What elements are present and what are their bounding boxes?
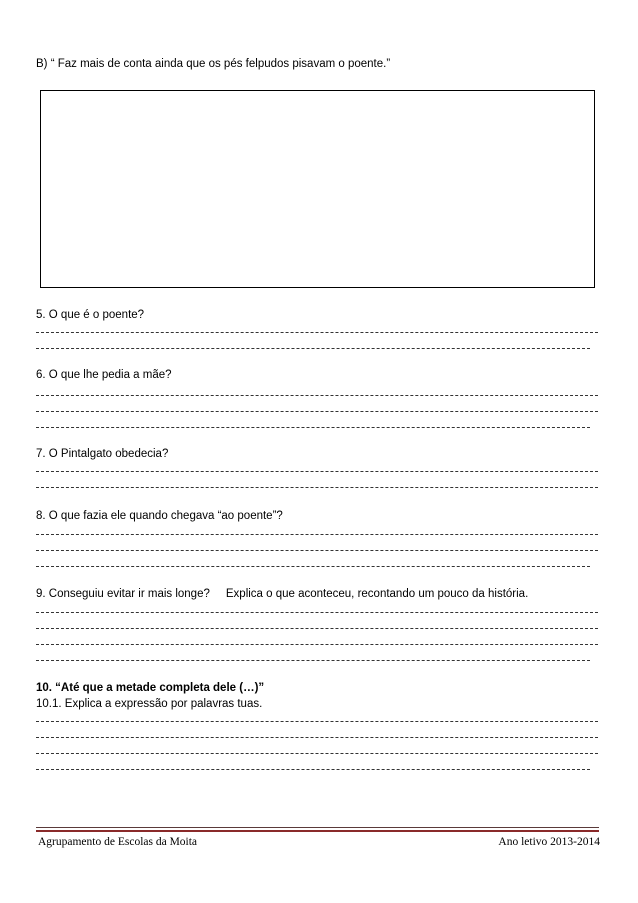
footer-year: Ano letivo 2013-2014 bbox=[498, 836, 600, 848]
answer-line[interactable] bbox=[36, 471, 598, 472]
answer-line[interactable] bbox=[36, 566, 590, 567]
answer-line[interactable] bbox=[36, 769, 590, 770]
answer-line[interactable] bbox=[36, 332, 598, 333]
footer-school: Agrupamento de Escolas da Moita bbox=[38, 836, 198, 848]
drawing-box[interactable] bbox=[40, 90, 595, 288]
section-b-heading: B) “ Faz mais de conta ainda que os pés felpudos pisavam o poente.” bbox=[36, 58, 391, 70]
question-8: 8. O que fazia ele quando chegava “ao poente”? bbox=[36, 510, 283, 522]
answer-line[interactable] bbox=[36, 612, 598, 613]
question-9-part-b: Explica o que aconteceu, recontando um pouco da história. bbox=[225, 588, 529, 600]
question-9-part-a: 9. Conseguiu evitar ir mais longe? bbox=[36, 588, 210, 600]
question-9 bbox=[36, 587, 528, 601]
answer-line[interactable] bbox=[36, 487, 598, 488]
footer-rule-accent bbox=[36, 830, 599, 832]
answer-line[interactable] bbox=[36, 644, 598, 645]
footer-rule bbox=[36, 827, 599, 828]
answer-line[interactable] bbox=[36, 411, 598, 412]
question-5: 5. O que é o poente? bbox=[36, 309, 145, 321]
answer-line[interactable] bbox=[36, 737, 598, 738]
answer-line[interactable] bbox=[36, 628, 598, 629]
answer-line[interactable] bbox=[36, 395, 598, 396]
answer-line[interactable] bbox=[36, 721, 598, 722]
answer-line[interactable] bbox=[36, 550, 598, 551]
question-10: 10. “Até que a metade completa dele (…)” bbox=[36, 682, 265, 694]
answer-line[interactable] bbox=[36, 660, 590, 661]
answer-line[interactable] bbox=[36, 534, 598, 535]
answer-line[interactable] bbox=[36, 348, 590, 349]
question-7: 7. O Pintalgato obedecia? bbox=[36, 448, 169, 460]
answer-line[interactable] bbox=[36, 753, 598, 754]
question-10-1: 10.1. Explica a expressão por palavras tuas. bbox=[36, 698, 263, 710]
question-6: 6. O que lhe pedia a mãe? bbox=[36, 369, 172, 381]
answer-line[interactable] bbox=[36, 427, 590, 428]
